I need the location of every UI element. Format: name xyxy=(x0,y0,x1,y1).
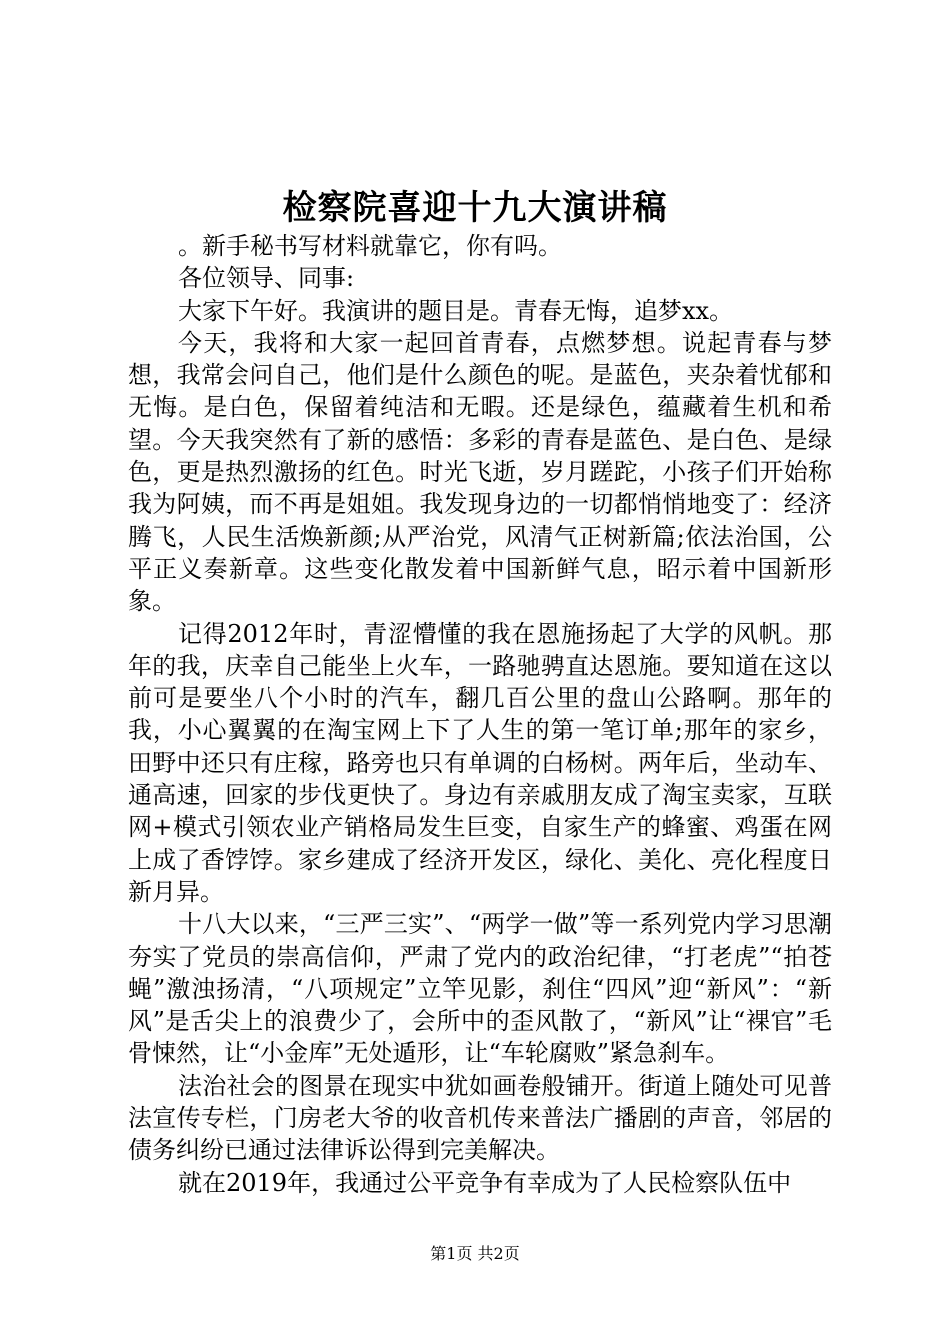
paragraph-2012-memory: 记得2012年时，青涩懵懂的我在恩施扬起了大学的风帆。那年的我，庆幸自己能坐上火车，一路驰骋直达恩施。要知道在这以前可是要坐八个小时的汽车，翻几百公里的盘山公路啊。那年的我，小心翼翼的在淘宝网上下了人生的第一笔订单;那年的家乡，田野中还只有庄稼，路旁也只有单调的白杨树。两年后，坐动车、通高速，回家的步伐更快了。身边有亲戚朋友成了淘宝卖家，互联网+模式引领农业产销格局发生巨变，自家生产的蜂蜜、鸡蛋在网上成了香饽饽。家乡建成了经济开发区，绿化、美化、亮化程度日新月异。 xyxy=(128,619,832,906)
paragraph-greeting: 大家下午好。我演讲的题目是。青春无悔，追梦xx。 xyxy=(178,296,734,325)
document-body xyxy=(128,230,832,1199)
paragraph-rule-of-law: 法治社会的图景在现实中犹如画卷般铺开。街道上随处可见普法宣传专栏，门房老大爷的收音机传来普法广播剧的声音，邻居的债务纠纷已通过法律诉讼得到完美解决。 xyxy=(128,1071,832,1165)
paragraph-youth-dream: 今天，我将和大家一起回首青春，点燃梦想。说起青春与梦想，我常会问自己，他们是什么颜色的呢。是蓝色，夹杂着忧郁和无悔。是白色，保留着纯洁和无暇。还是绿色，蕴藏着生机和希望。今天我突然有了新的感悟：多彩的青春是蓝色、是白色、是绿色，更是热烈激扬的红色。时光飞逝，岁月蹉跎，小孩子们开始称我为阿姨，而不再是姐姐。我发现身边的一切都悄悄地变了：经济腾飞，人民生活焕新颜;从严治党，风清气正树新篇;依法治国，公平正义奏新章。这些变化散发着中国新鲜气息，昭示着中国新形象。 xyxy=(128,328,832,616)
document-title: 检察院喜迎十九大演讲稿 xyxy=(282,188,668,228)
paragraph-salutation: 各位领导、同事: xyxy=(178,264,355,293)
paragraph-intro: 。新手秘书写材料就靠它，你有吗。 xyxy=(178,232,562,260)
paragraph-party-discipline: 十八大以来，“三严三实”、“两学一做”等一系列党内学习思潮夯实了党员的崇高信仰，严肃了党内的政治纪律，“打老虎”“拍苍蝇”激浊扬清，“八项规定”立竿见影，刹住“四风”迎“新风”：“新风”是舌尖上的浪费少了，会所中的歪风散了，“新风”让“裸官”毛骨悚然，让“小金库”无处遁形，让“车轮腐败”紧急刹车。 xyxy=(128,910,832,1068)
page-footer: 第1页 共2页 xyxy=(430,1244,520,1263)
paragraph-2019: 就在2019年，我通过公平竞争有幸成为了人民检察队伍中 xyxy=(178,1168,792,1197)
